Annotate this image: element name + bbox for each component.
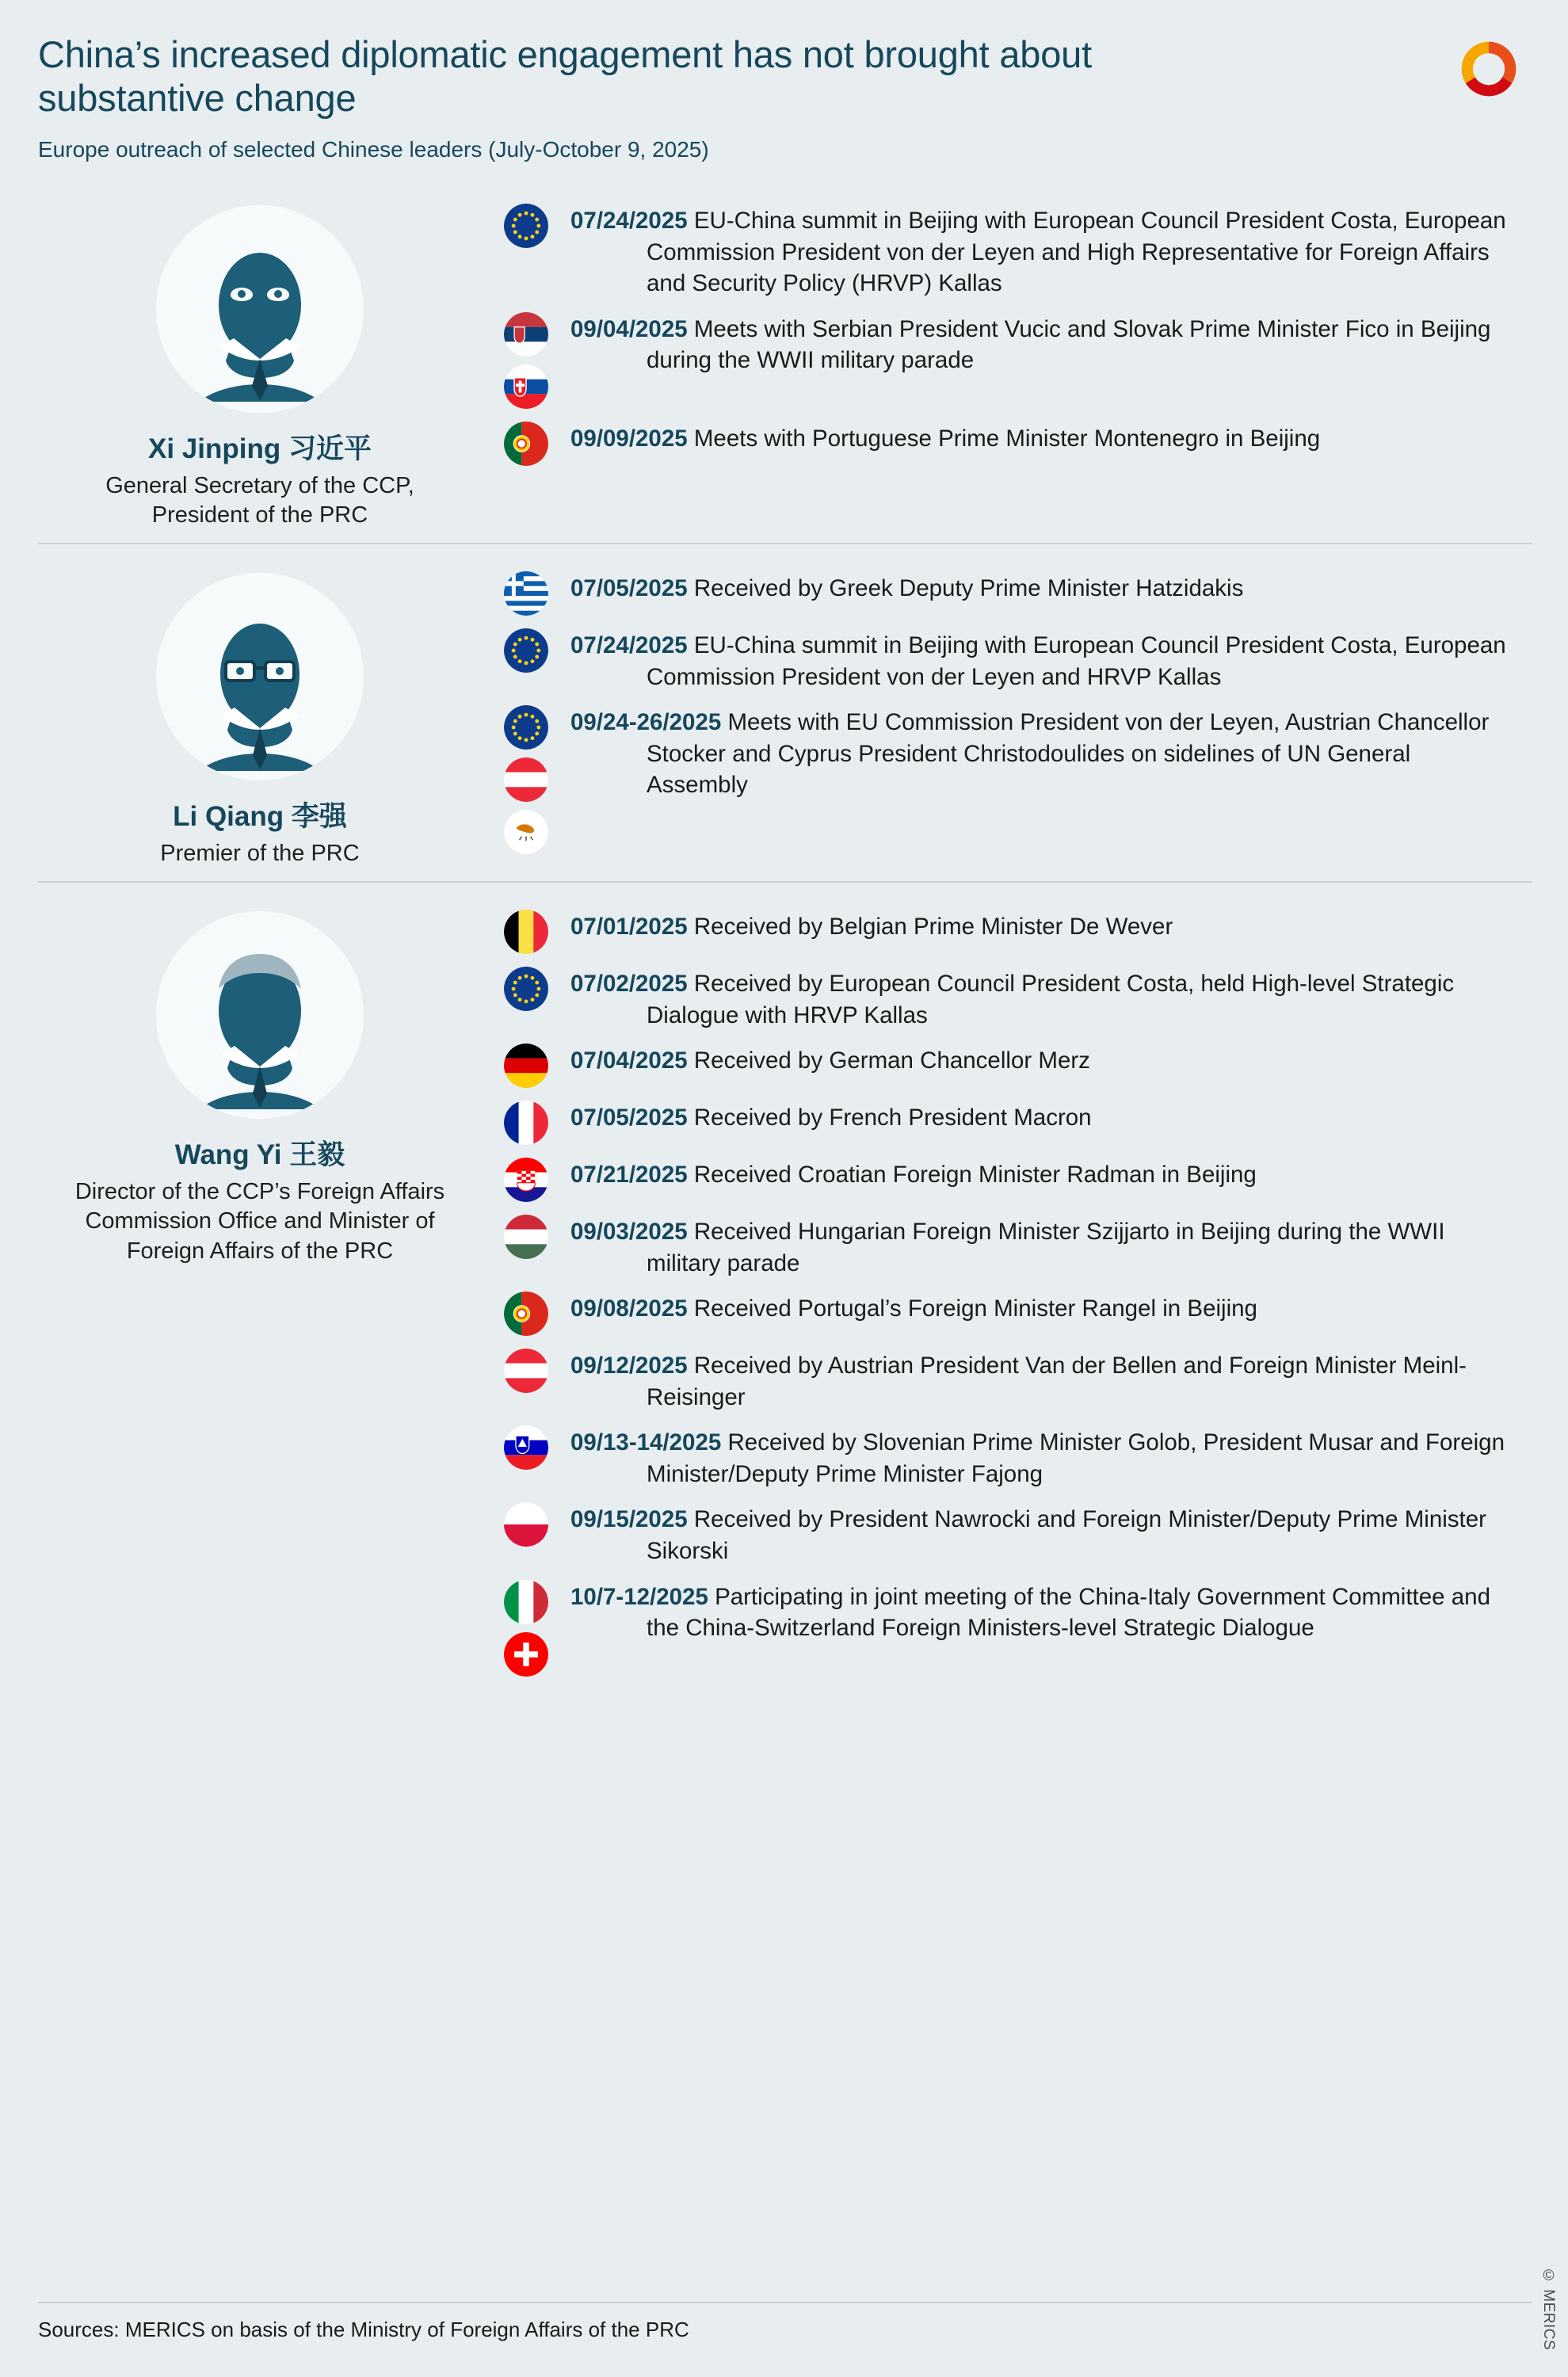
leader-name-latin: Li Qiang [173,801,284,833]
flag-eu-icon [504,967,548,1011]
event-flags [482,1501,570,1547]
events-list [482,197,1532,477]
leader-section [38,881,1532,1700]
event-flags [482,311,570,409]
flag-eu-icon [504,204,548,248]
flag-at-icon [504,757,548,802]
event-text [570,1501,1516,1566]
leader-name-chinese: 王毅 [289,1139,345,1171]
leader-role: General Secretary of the CCP, President of the PRC [105,473,414,528]
event-item [482,627,1516,692]
leader-profile [38,565,482,868]
event-date: 07/02/2025 [570,971,688,998]
event-item [482,908,1516,954]
event-flags [482,627,570,673]
leader-section [38,197,1532,543]
flag-rs-icon [504,312,548,357]
poster-inner [38,33,1532,1700]
event-item [482,570,1516,616]
event-item [482,1501,1516,1566]
event-date: 09/12/2025 [570,1353,688,1379]
flag-pt-icon [504,1292,548,1336]
event-item [482,1042,1516,1088]
event-item [482,1156,1516,1202]
event-description: Received by Slovenian Prime Minister Golob, President Musar and Foreign Minister/Deputy Prime Minister Fajong [647,1429,1505,1487]
event-item [482,1347,1516,1413]
event-date: 07/04/2025 [570,1047,688,1074]
event-item [482,1290,1516,1336]
leader-name-chinese: 习近平 [288,433,372,465]
flag-be-icon [504,910,548,954]
flag-de-icon [504,1044,548,1088]
events-list [482,565,1532,865]
event-flags [482,1290,570,1336]
event-date: 07/24/2025 [570,632,688,659]
event-text [570,570,1243,605]
flag-ch-icon [504,1632,548,1677]
event-description: Received by President Nawrocki and Foreign Minister/Deputy Prime Minister Sikorski [647,1506,1486,1564]
event-flags [482,202,570,248]
flag-pl-icon [504,1502,548,1547]
event-item [482,1578,1516,1677]
event-text [570,420,1320,455]
flag-hu-icon [504,1215,548,1259]
event-description: Meets with Serbian President Vucic and Slovak Prime Minister Fico in Beijing during the WWII military parade [647,315,1491,374]
event-text [570,1290,1257,1325]
event-item [482,1213,1516,1279]
event-date: 07/05/2025 [570,1105,688,1131]
event-text [570,1578,1516,1644]
event-flags [482,1347,570,1393]
merics-logo-icon [1455,35,1523,103]
event-description: Meets with EU Commission President von der Leyen, Austrian Chancellor Stocker and Cyprus President Christodoulides on sidelines of UN General Assembly [647,709,1490,799]
event-description: Participating in joint meeting of the China-Italy Government Committee and the China-Switzerland Foreign Ministers-level Strategic Dialogue [647,1583,1490,1642]
leader-profile [38,197,482,530]
leader-section [38,543,1532,881]
flag-at-icon [504,1349,548,1393]
flag-si-icon [504,1425,548,1470]
event-text [570,1347,1516,1413]
event-text [570,1099,1092,1134]
flag-gr-icon [504,571,548,616]
event-flags [482,1099,570,1145]
event-flags [482,908,570,954]
leader-role: Premier of the PRC [160,841,360,867]
flag-cy-icon [504,810,548,854]
event-item [482,704,1516,854]
flag-eu-icon [504,705,548,750]
event-date: 07/01/2025 [570,914,688,940]
event-description: Received by Belgian Prime Minister De Wever [693,914,1173,940]
event-date: 07/05/2025 [570,575,688,602]
leader-name [148,427,372,467]
event-date: 09/04/2025 [570,315,688,342]
event-text [570,704,1516,801]
flag-fr-icon [504,1101,548,1145]
leader-name-latin: Xi Jinping [148,433,281,465]
flag-eu-icon [504,628,548,673]
leader-name-chinese: 李强 [291,801,347,833]
event-flags [482,704,570,854]
event-date: 09/13-14/2025 [570,1429,722,1456]
leader-name-latin: Wang Yi [174,1139,282,1171]
event-text [570,1213,1516,1279]
event-date: 09/09/2025 [570,425,688,452]
event-date: 09/15/2025 [570,1506,688,1533]
event-flags [482,1424,570,1470]
portrait-li-qiang [156,573,364,780]
portrait-wang-yi [156,911,364,1119]
event-description: EU-China summit in Beijing with European Council President Costa, European Commission President von der Leyen and HRVP Kallas [647,632,1506,690]
flag-sk-icon [504,364,548,409]
flag-pt-icon [504,422,548,466]
page-title: China’s increased diplomatic engagement has not brought about substantive change [38,33,1092,119]
event-description: Received by French President Macron [693,1105,1092,1131]
event-flags [482,1156,570,1202]
event-date: 10/7-12/2025 [570,1583,708,1610]
event-item [482,965,1516,1031]
event-description: Received by Austrian President Van der Bellen and Foreign Minister Meinl-Reisinger [647,1353,1467,1410]
event-date: 07/24/2025 [570,208,688,235]
event-description: Received Portugal’s Foreign Minister Rangel in Beijing [693,1295,1257,1322]
event-item [482,420,1516,466]
event-date: 09/03/2025 [570,1219,688,1246]
event-flags [482,1042,570,1088]
event-item [482,1099,1516,1145]
event-text [570,1042,1090,1077]
event-date: 07/21/2025 [570,1162,688,1188]
portrait-xi-jinping [156,205,364,413]
event-item [482,311,1516,409]
leader-name [173,795,347,834]
copyright-label: © MERICS [1540,2267,1557,2350]
event-flags [482,1578,570,1677]
event-flags [482,420,570,466]
flag-it-icon [504,1580,548,1624]
sources-footer: Sources: MERICS on basis of the Ministry of Foreign Affairs of the PRC [38,2302,1532,2342]
event-flags [482,965,570,1011]
event-date: 09/24-26/2025 [570,709,722,736]
flag-hr-icon [504,1158,548,1202]
events-list [482,903,1532,1687]
leader-role: Director of the CCP’s Foreign Affairs Commission Office and Minister of Foreign Affairs of the PRC [74,1179,445,1264]
event-description: Received Hungarian Foreign Minister Szijjarto in Beijing during the WWII military parade [647,1219,1445,1276]
event-item [482,202,1516,300]
event-date: 09/08/2025 [570,1295,688,1322]
event-text [570,1424,1516,1490]
event-description: Meets with Portuguese Prime Minister Montenegro in Beijing [693,425,1321,452]
event-flags [482,1213,570,1259]
event-text [570,311,1516,376]
event-text [570,908,1173,943]
event-description: Received Croatian Foreign Minister Radman in Beijing [693,1162,1257,1188]
event-text [570,965,1516,1031]
event-text [570,627,1516,692]
page-subtitle: Europe outreach of selected Chinese leaders (July-October 9, 2025) [38,137,709,162]
event-description: Received by European Council President Costa, held High-level Strategic Dialogue with HRVP Kallas [647,971,1455,1028]
leader-profile [38,903,482,1265]
event-text [570,202,1516,300]
event-description: Received by Greek Deputy Prime Minister Hatzidakis [693,575,1244,602]
leader-name [175,1133,345,1173]
event-item [482,1424,1516,1490]
sections-list [38,197,1532,1700]
event-text [570,1156,1257,1191]
event-description: EU-China summit in Beijing with European Council President Costa, European Commission President von der Leyen and High Representative for Foreign Affairs and Security Policy (HRVP) Kallas [647,208,1506,297]
event-description: Received by German Chancellor Merz [693,1047,1090,1074]
event-flags [482,570,570,616]
